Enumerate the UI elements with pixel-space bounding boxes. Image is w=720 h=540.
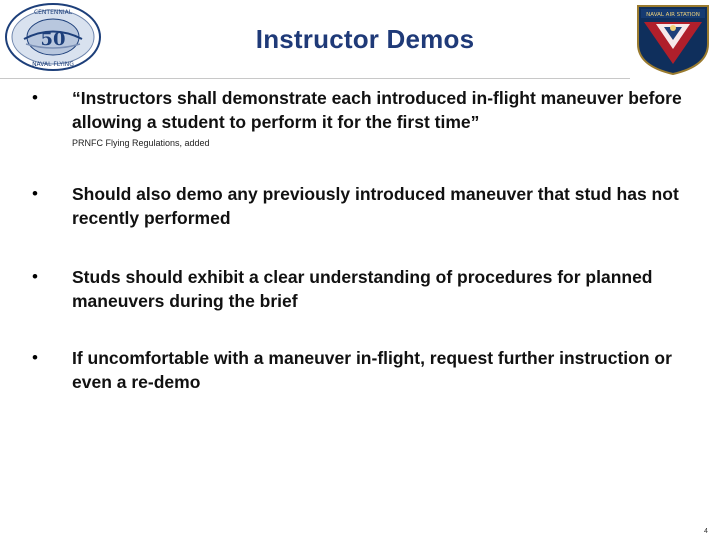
slide-title: Instructor Demos [255, 24, 475, 54]
svg-text:NAVAL FLYING: NAVAL FLYING [32, 61, 74, 68]
page-number: 4 [704, 528, 708, 535]
svg-text:50: 50 [40, 29, 66, 50]
bullet-text: If uncomfortable with a maneuver in-flight, request further instruction or even a re-demo [72, 348, 672, 392]
bullet-item-4 [30, 346, 690, 394]
bullet-item-1 [30, 86, 690, 134]
svg-text:CENTENNIAL: CENTENNIAL [33, 9, 73, 16]
bullet-text: Studs should exhibit a clear understanding of procedures for planned maneuvers during the brief [72, 267, 653, 311]
bullet-text: “Instructors shall demonstrate each introduced in-flight maneuver before allowing a student to perform it for the first time” [72, 88, 682, 132]
bullet-text: Should also demo any previously introduced maneuver that stud has not recently performed [72, 184, 679, 228]
svg-text:NAVAL AIR STATION: NAVAL AIR STATION [646, 12, 700, 18]
bullet-symbol: • [32, 348, 38, 367]
bullet-symbol: • [32, 267, 38, 286]
bullet-item-3 [30, 265, 690, 313]
source-note: PRNFC Flying Regulations, added [72, 138, 210, 148]
bullet-symbol: • [32, 184, 38, 203]
bullet-item-2 [30, 182, 690, 230]
bullet-symbol: • [32, 88, 38, 107]
